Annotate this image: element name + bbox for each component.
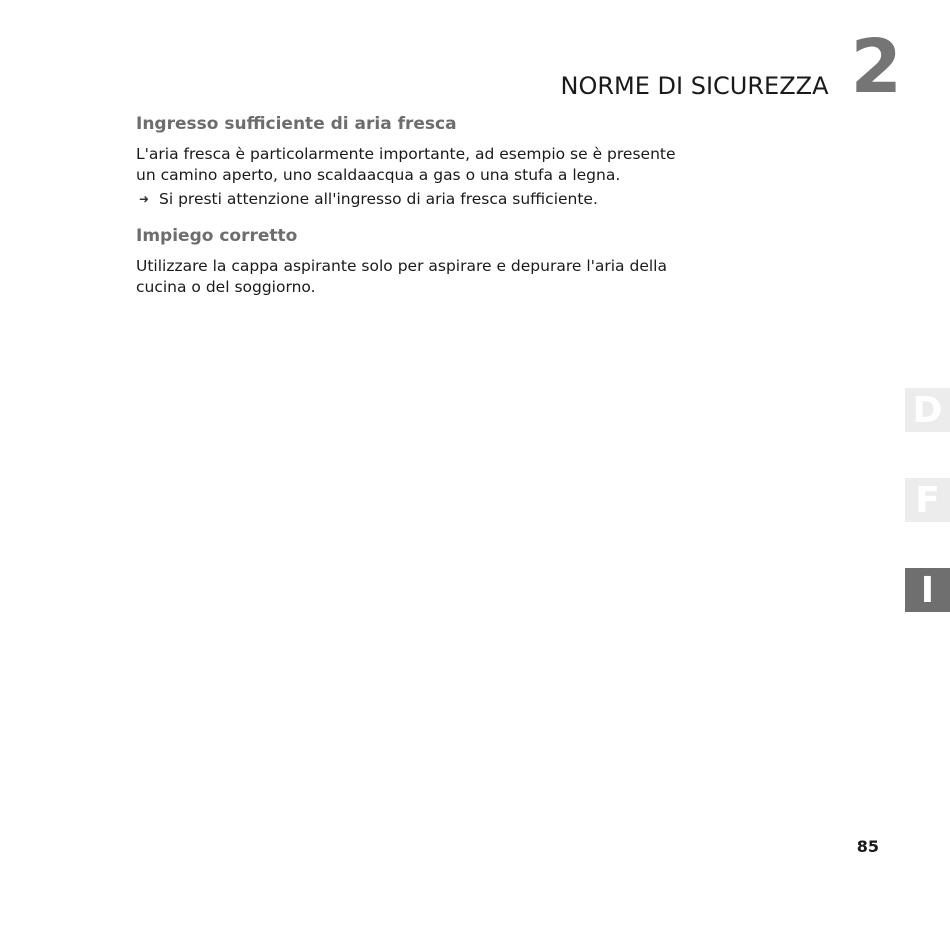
section-heading: Ingresso sufficiente di aria fresca bbox=[136, 114, 457, 134]
body-text-line: un camino aperto, uno scaldaacqua a gas o una stufa a legna. bbox=[136, 166, 621, 184]
chapter-title: NORME DI SICUREZZA bbox=[560, 72, 829, 100]
section-heading: Impiego corretto bbox=[136, 226, 298, 246]
instruction-text: Si presti attenzione all'ingresso di aria fresca sufficiente. bbox=[159, 190, 598, 208]
body-text-line: L'aria fresca è particolarmente importante, ad esempio se è presente bbox=[136, 145, 676, 163]
page-number: 85 bbox=[856, 837, 879, 856]
language-tab-f[interactable]: F bbox=[905, 478, 950, 522]
body-text-line: cucina o del soggiorno. bbox=[136, 278, 316, 296]
chapter-number: 2 bbox=[850, 24, 902, 110]
language-tab-d[interactable]: D bbox=[905, 388, 950, 432]
language-tab-i[interactable]: I bbox=[905, 568, 950, 612]
chapter-header bbox=[560, 24, 902, 110]
body-text-line: Utilizzare la cappa aspirante solo per aspirare e depurare l'aria della bbox=[136, 257, 667, 275]
page-content bbox=[136, 112, 676, 298]
section-correct-use bbox=[136, 224, 676, 298]
instruction-bullet bbox=[136, 189, 676, 210]
arrow-right-icon: ➜ bbox=[139, 192, 150, 206]
section-fresh-air bbox=[136, 112, 676, 210]
